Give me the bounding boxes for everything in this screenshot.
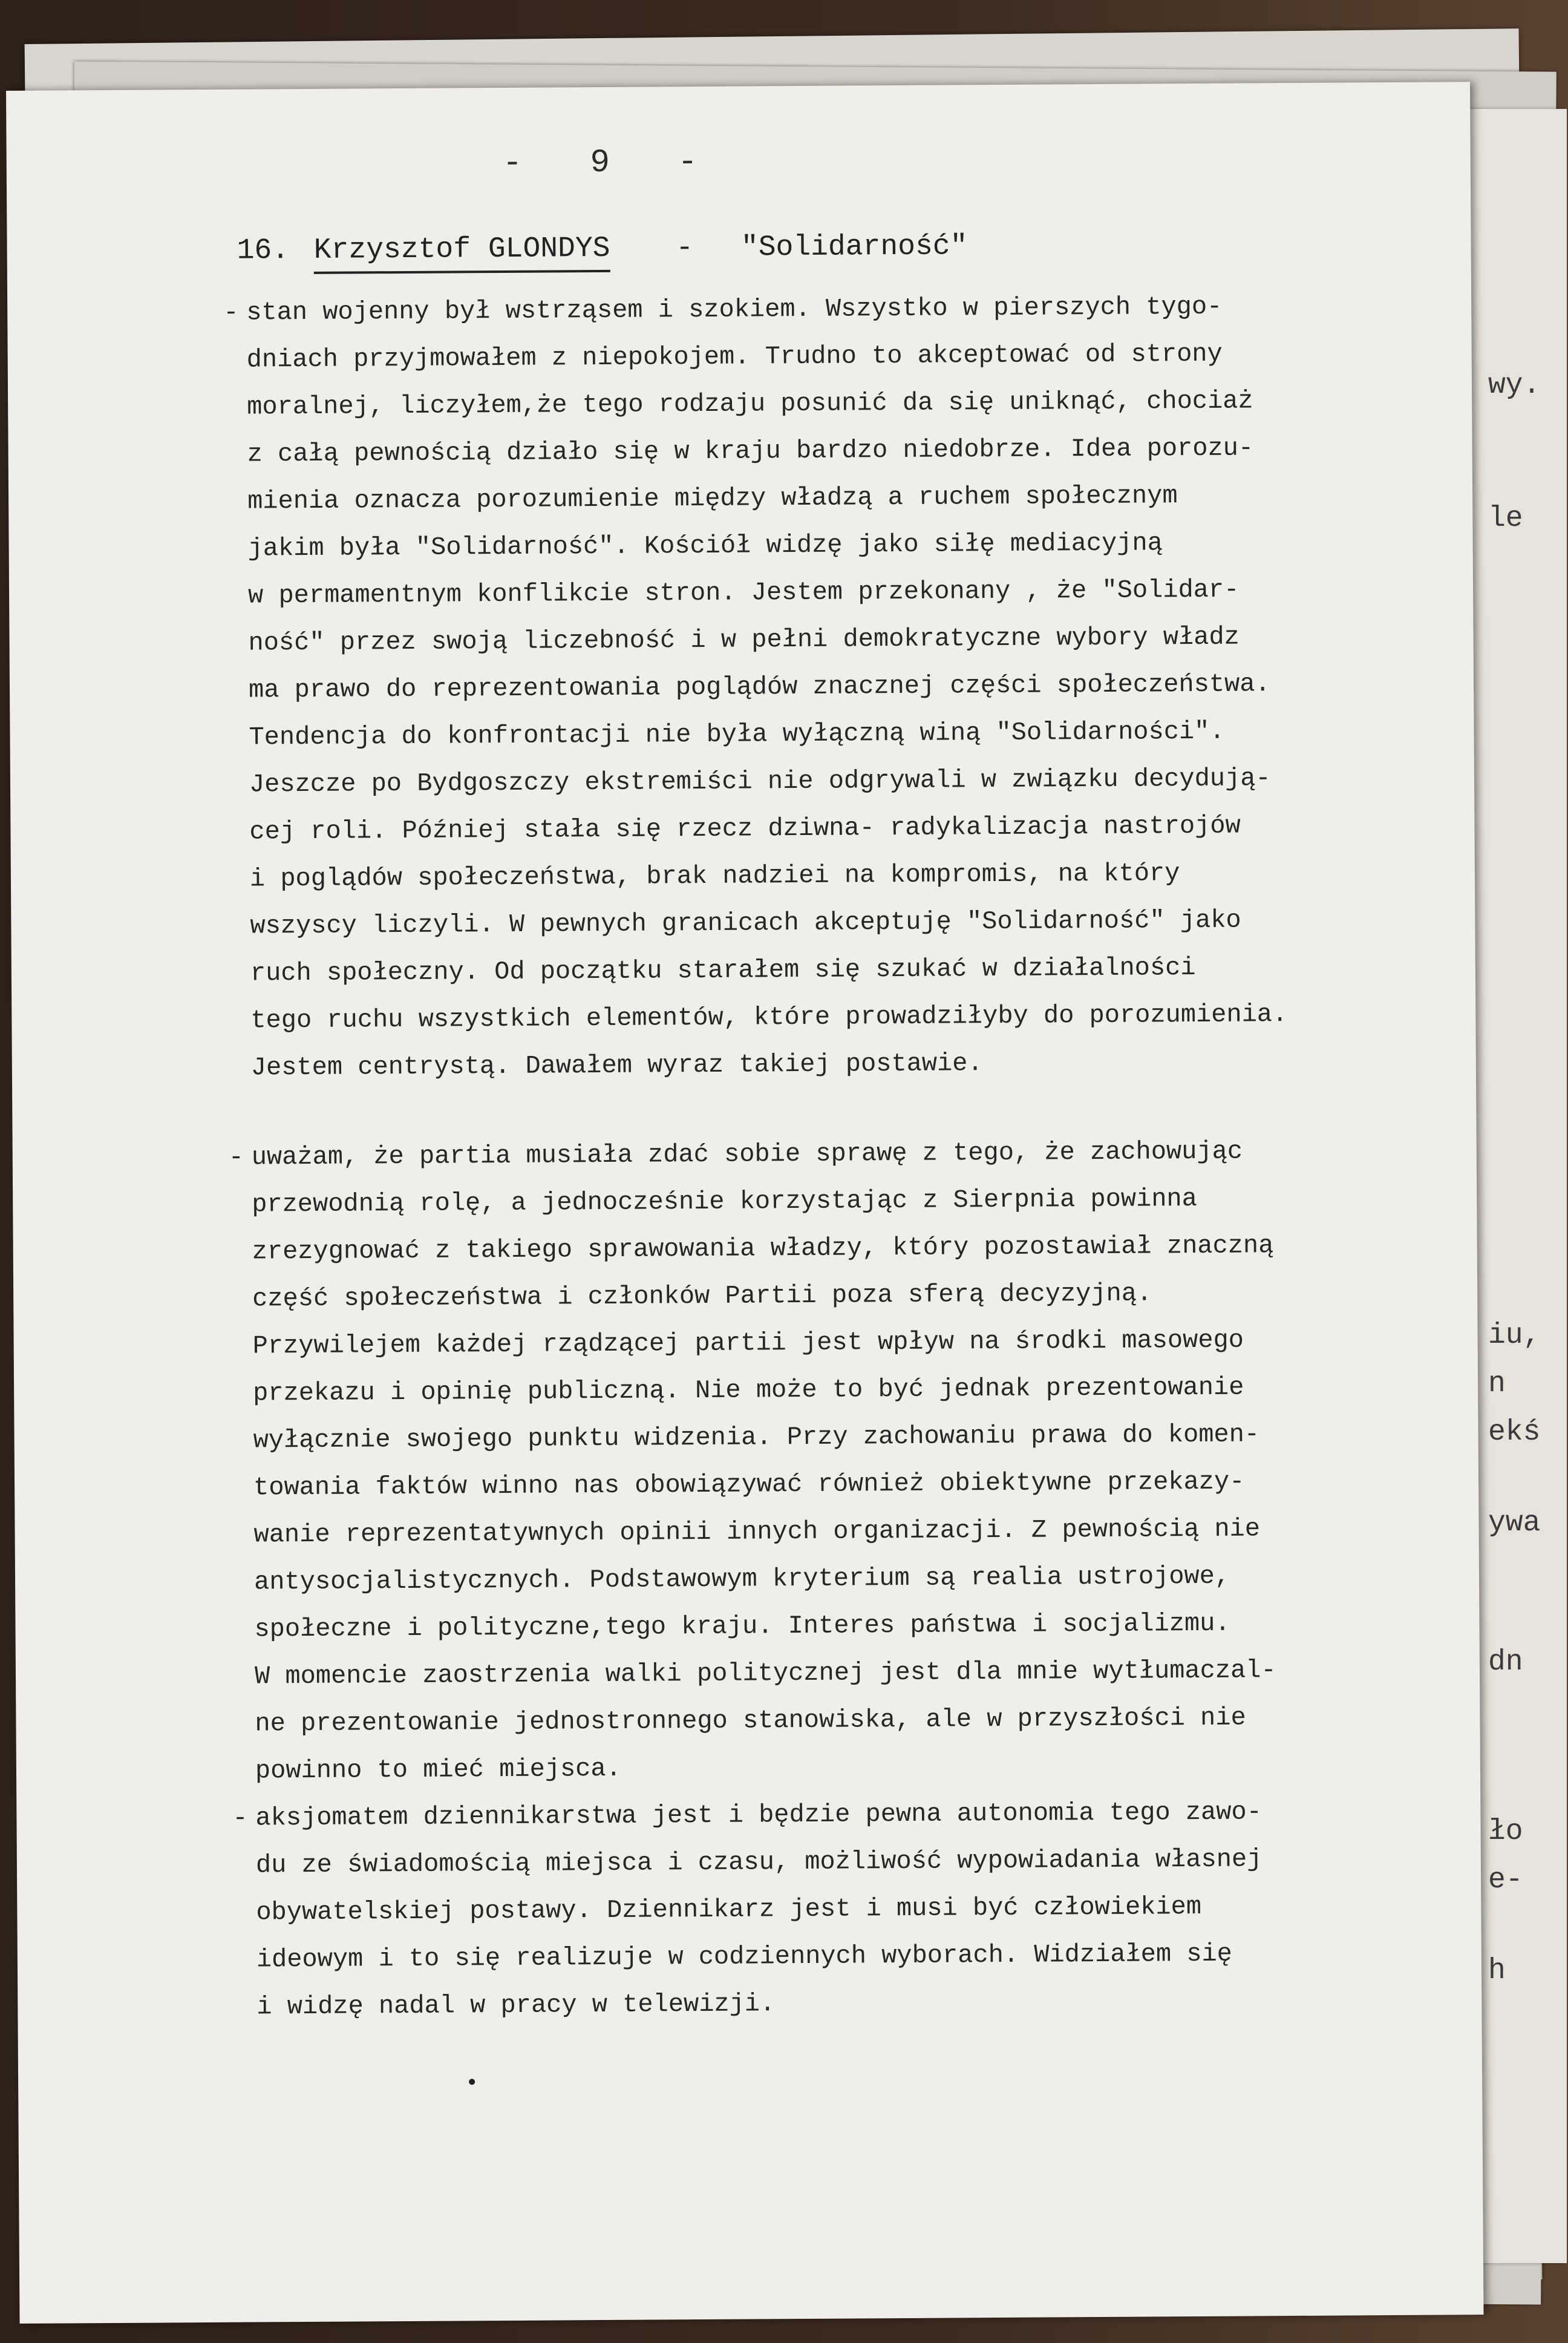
text-line: część społeczeństwa i członków Partii poza sferą decyzyjną. <box>252 1279 1152 1314</box>
side-text-fragment: wy. <box>1488 369 1541 402</box>
text-line: moralnej, liczyłem,że tego rodzaju posunić da się uniknąć, chociaż <box>247 386 1253 422</box>
text-line: Jeszcze po Bydgoszczy ekstremiści nie odgrywali w związku decydują- <box>249 764 1271 799</box>
ink-dot <box>469 2079 475 2085</box>
side-text-fragment: n <box>1488 1368 1506 1400</box>
side-text-fragment: ekś <box>1488 1416 1541 1449</box>
bullet-dash: - <box>223 298 239 327</box>
entry-number: 16. <box>237 234 290 267</box>
text-line: cej roli. Później stała się rzecz dziwna- radykalizacja nastrojów <box>249 811 1241 847</box>
text-line: dniach przyjmowałem z niepokojem. Trudno to akceptować od strony <box>246 339 1223 375</box>
organization-name: "Solidarność" <box>740 230 968 264</box>
text-line: mienia oznacza porozumienie między władzą a ruchem społecznym <box>247 481 1178 516</box>
side-text-fragment: iu, <box>1488 1319 1541 1352</box>
bullet-dash: - <box>228 1142 244 1172</box>
side-text-fragment: e- <box>1488 1864 1523 1896</box>
statement-body <box>223 281 1461 2030</box>
text-line: wszyscy liczyli. W pewnych granicach akceptuję "Solidarność" jako <box>250 905 1241 941</box>
text-line: ność" przez swoją liczebność i w pełni demokratyczne wybory władz <box>248 622 1240 658</box>
text-line: towania faktów winno nas obowiązywać również obiektywne przekazy- <box>253 1467 1245 1502</box>
text-line: i poglądów społeczeństwa, brak nadziei na kompromis, na który <box>249 859 1180 894</box>
text-line: przekazu i opinię publiczną. Nie może to być jednak prezentowanie <box>253 1372 1244 1408</box>
person-name: Krzysztof GLONDYS <box>314 232 610 274</box>
text-line: ne prezentowanie jednostronnego stanowiska, ale w przyszłości nie <box>255 1703 1246 1738</box>
text-line: z całą pewnością działo się w kraju bardzo niedobrze. Idea porozu- <box>247 433 1254 469</box>
paragraph <box>223 281 1455 1091</box>
text-line: uważam, że partia musiała zdać sobie sprawę z tego, że zachowując <box>251 1136 1243 1172</box>
text-line: wyłącznie swojego punktu widzenia. Przy zachowaniu prawa do komen- <box>253 1420 1260 1455</box>
paragraph <box>232 1787 1460 2030</box>
text-line: Jestem centrystą. Dawałem wyraz takiej postawie. <box>250 1049 983 1083</box>
text-line: zrezygnować z takiego sprawowania władzy, który pozostawiał znaczną <box>252 1231 1274 1267</box>
text-line: obywatelskiej postawy. Dziennikarz jest i musi być człowiekiem <box>256 1892 1202 1927</box>
header-dash: - <box>676 232 694 265</box>
entry-header <box>237 230 967 274</box>
text-line: Przywilejem każdej rządzącej partii jest wpływ na środki masowego <box>252 1325 1244 1361</box>
paragraph <box>228 1126 1460 1794</box>
text-line: przewodnią rolę, a jednocześnie korzystając z Sierpnia powinna <box>252 1184 1198 1219</box>
text-line: antysocjalistycznych. Podstawowym kryterium są realia ustrojowe, <box>253 1561 1230 1597</box>
text-line: jakim była "Solidarność". Kościół widzę jako siłę mediacyjną <box>247 528 1163 563</box>
text-line: stan wojenny był wstrząsem i szokiem. Wszystko w pierszych tygo- <box>246 292 1223 327</box>
bullet-dash: - <box>232 1803 248 1833</box>
side-text-fragment: ywa <box>1488 1507 1541 1539</box>
text-line: wanie reprezentatywnych opinii innych organizacji. Z pewnością nie <box>253 1514 1261 1550</box>
page-number: - 9 - <box>502 143 722 182</box>
document-page <box>6 82 1483 2324</box>
text-line: powinno to mieć miejsca. <box>255 1754 622 1786</box>
text-line: ruch społeczny. Od początku starałem się szukać w działalności <box>250 953 1196 988</box>
text-line: tego ruchu wszystkich elementów, które prowadziłyby do porozumienia. <box>250 1000 1288 1035</box>
text-line: w permamentnym konflikcie stron. Jestem przekonany , że "Solidar- <box>247 575 1240 611</box>
paragraph-gap <box>251 1084 1455 1133</box>
text-line: W momencie zaostrzenia walki politycznej jest dla mnie wytłumaczal- <box>254 1656 1276 1691</box>
side-text-fragment: h <box>1488 1955 1506 1987</box>
side-text-fragment: le <box>1488 502 1523 535</box>
text-line: ma prawo do reprezentowania poglądów znacznej części społeczeństwa. <box>248 669 1270 705</box>
text-line: i widzę nadal w pracy w telewizji. <box>256 1989 776 2022</box>
text-line: du ze świadomością miejsca i czasu, możliwość wypowiadania własnej <box>255 1844 1263 1880</box>
text-line: aksjomatem dziennikarstwa jest i będzie pewna autonomia tego zawo- <box>255 1797 1263 1833</box>
side-text-fragment: ło <box>1488 1815 1523 1848</box>
text-line: ideowym i to się realizuje w codziennych wyborach. Widziałem się <box>256 1939 1233 1974</box>
side-text-fragment: dn <box>1488 1646 1523 1679</box>
text-line: Tendencja do konfrontacji nie była wyłączną winą "Solidarności". <box>249 716 1225 752</box>
text-line: społeczne i polityczne,tego kraju. Interes państwa i socjalizmu. <box>254 1608 1230 1644</box>
